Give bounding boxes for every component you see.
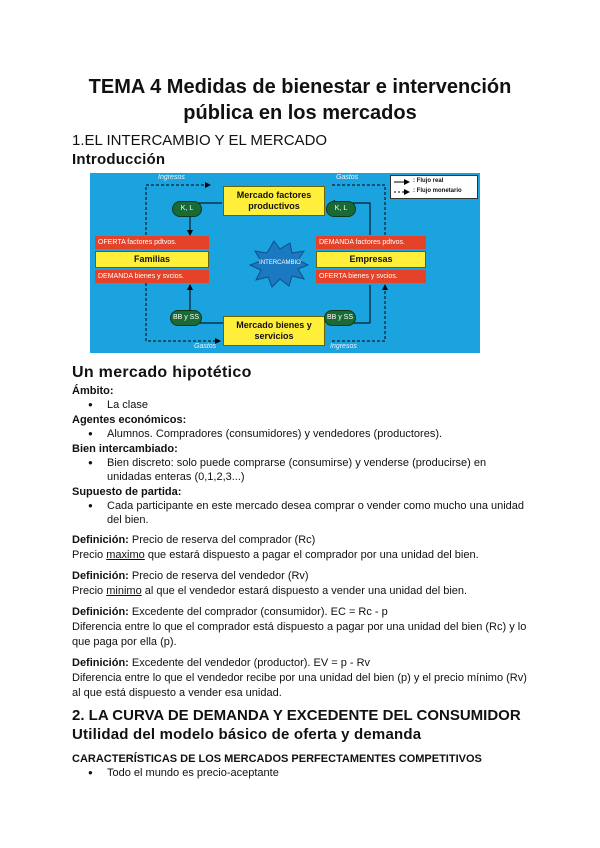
agentes-label: Agentes económicos: xyxy=(72,414,187,426)
list-item: ● Todo el mundo es precio-aceptante xyxy=(88,766,528,780)
bien-label: Bien intercambiado: xyxy=(72,443,178,455)
definition-body-underlined: minimo xyxy=(106,585,142,597)
demand-factors-bar: DEMANDA factores pdtvos. xyxy=(316,236,426,249)
label-gastos-bottom: Gastos xyxy=(194,343,217,350)
section-1-heading: 1.EL INTERCAMBIO Y EL MERCADO xyxy=(72,132,328,149)
legend-arrows xyxy=(393,176,413,198)
definition-body: Diferencia entre lo que el vendedor recibe por una unidad del bien (p) y el precio mínimo (Rv) al que está dispuesto a vender esa unidad. xyxy=(72,672,527,699)
list-item: ● Cada participante en este mercado desea comprar o vender como mucho una unidad del bien. xyxy=(88,499,528,527)
bbss-right-badge: BB y SS xyxy=(324,310,356,326)
kl-left-badge: K, L xyxy=(172,201,202,217)
definition-body-pre: Precio xyxy=(72,585,107,597)
market-goods-box: Mercado bienes y servicios xyxy=(223,316,325,346)
list-item: ● Bien discreto: solo puede comprarse (consumirse) y venderse (producirse) en unidadas enteras (0,1,2,3...) xyxy=(88,456,528,484)
definition-label: Definición: xyxy=(72,657,129,669)
demand-goods-bar: DEMANDA bienes y svcios. xyxy=(95,270,209,283)
list-item: ● La clase xyxy=(88,398,528,412)
utility-heading: Utilidad del modelo básico de oferta y demanda xyxy=(72,726,422,743)
market-factors-box: Mercado factores productivos xyxy=(223,186,325,216)
legend-money: : Flujo monetario xyxy=(413,188,462,194)
definition-4 xyxy=(72,656,528,701)
hypothetical-market-heading: Un mercado hipotético xyxy=(72,364,252,381)
definition-3 xyxy=(72,605,528,650)
definition-body: Diferencia entre lo que el comprador está dispuesto a pagar por una unidad del bien (Rc) y lo que paga por ella (p). xyxy=(72,621,527,648)
definition-title: Precio de reserva del vendedor (Rv) xyxy=(131,570,309,582)
circular-flow-diagram xyxy=(90,173,480,353)
definition-2 xyxy=(72,569,528,599)
exchange-label: INTERCAMBIO xyxy=(259,260,301,266)
definition-label: Definición: xyxy=(72,534,129,546)
label-gastos-top: Gastos xyxy=(336,174,359,181)
ambito-label: Ámbito: xyxy=(72,385,114,397)
label-ingresos-bottom: Ingresos xyxy=(330,343,357,350)
section-2-heading: 2. LA CURVA DE DEMANDA Y EXCEDENTE DEL CONSUMIDOR xyxy=(72,707,521,724)
definition-label: Definición: xyxy=(72,606,129,618)
companies-box: Empresas xyxy=(316,251,426,268)
intro-heading: Introducción xyxy=(72,151,166,168)
definition-body-post: que estará dispuesto a pagar el comprador por una unidad del bien. xyxy=(144,549,479,561)
supuesto-label: Supuesto de partida: xyxy=(72,486,182,498)
definition-body-pre: Precio xyxy=(72,549,107,561)
characteristics-heading: CARACTERÍSTICAS DE LOS MERCADOS PERFECTAMENTES COMPETITIVOS xyxy=(72,753,482,765)
definition-title: Precio de reserva del comprador (Rc) xyxy=(131,534,316,546)
page-title: TEMA 4 Medidas de bienestar e intervención pública en los mercados xyxy=(88,76,512,124)
definition-1 xyxy=(72,533,528,563)
list-item: ● Alumnos. Compradores (consumidores) y vendedores (productores). xyxy=(88,427,528,441)
offer-goods-bar: OFERTA bienes y svcios. xyxy=(316,270,426,283)
definition-title: Excedente del vendedor (productor). EV = p - Rv xyxy=(131,657,371,669)
legend-real: : Flujo real xyxy=(413,178,444,184)
definition-label: Definición: xyxy=(72,570,129,582)
offer-factors-bar: OFERTA factores pdtvos. xyxy=(95,236,209,249)
legend-box xyxy=(390,175,478,199)
kl-right-badge: K, L xyxy=(326,201,356,217)
bbss-left-badge: BB y SS xyxy=(170,310,202,326)
label-ingresos-top: Ingresos xyxy=(158,174,185,181)
families-box: Familias xyxy=(95,251,209,268)
definition-title: Excedente del comprador (consumidor). EC = Rc - p xyxy=(131,606,388,618)
definition-body-post: al que el vendedor estará dispuesto a vender una unidad del bien. xyxy=(141,585,468,597)
definition-body-underlined: maximo xyxy=(106,549,145,561)
